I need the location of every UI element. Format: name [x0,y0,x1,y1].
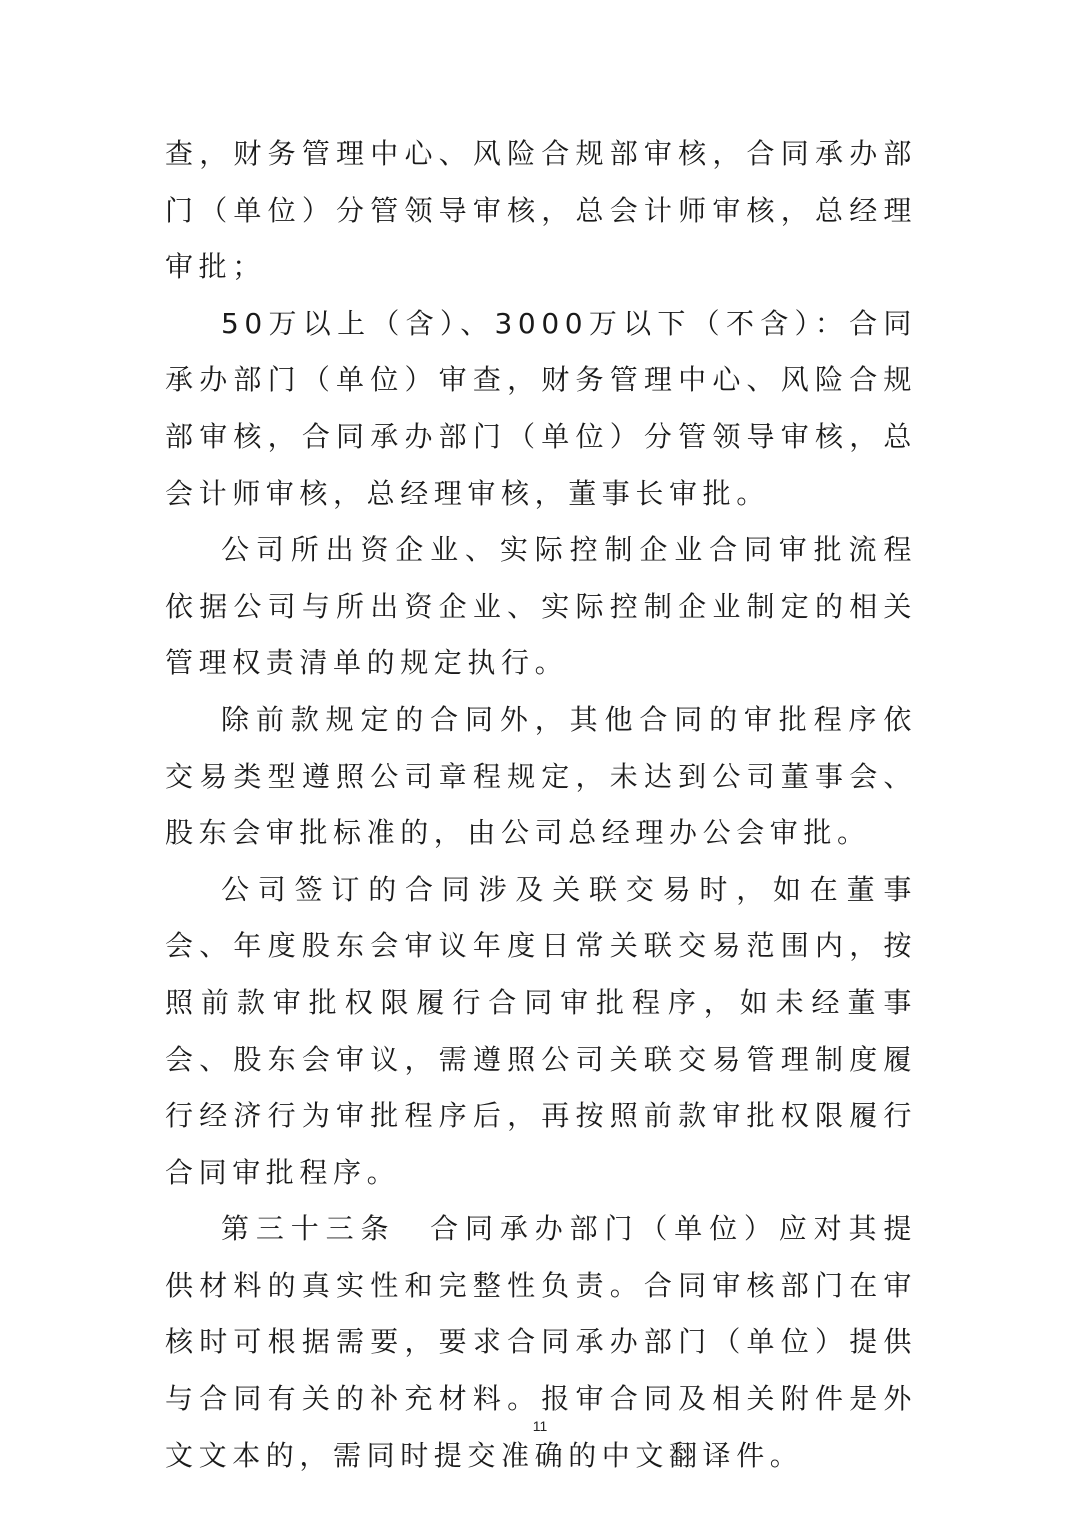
paragraph-other-contracts: 除前款规定的合同外，其他合同的审批程序依交易类型遵照公司章程规定，未达到公司董事会、股东会审批标准的，由公司总经理办公会审批。 [165,702,917,850]
page-number: 11 [532,1418,548,1434]
paragraph-invested-enterprises: 公司所出资企业、实际控制企业合同审批流程依据公司与所出资企业、实际控制企业制定的相关管理权责清单的规定执行。 [165,533,917,680]
paragraph-article-33: 第三十三条 合同承办部门（单位）应对其提供材料的真实性和完整性负责。合同审核部门在审核时可根据需要，要求合同承办部门（单位）提供与合同有关的补充材料。报审合同及相关附件是外文文本的，需同时提交准确的中文翻译件。 [165,1212,917,1472]
document-body [165,126,917,1484]
paragraph-approval-tier: 50万以上（含）、3000万以下（不含）：合同承办部门（单位）审查，财务管理中心、风险合规部审核，合同承办部门（单位）分管领导审核，总会计师审核，总经理审核，董事长审批。 [165,306,917,510]
paragraph-continuation: 查，财务管理中心、风险合规部审核，合同承办部门（单位）分管领导审核，总会计师审核，总经理审批； [165,137,917,284]
paragraph-related-transactions: 公司签订的合同涉及关联交易时，如在董事会、年度股东会审议年度日常关联交易范围内，按照前款审批权限履行合同审批程序，如未经董事会、股东会审议，需遵照公司关联交易管理制度履行经济行为审批程序后，再按照前款审批权限履行合同审批程序。 [165,872,917,1189]
